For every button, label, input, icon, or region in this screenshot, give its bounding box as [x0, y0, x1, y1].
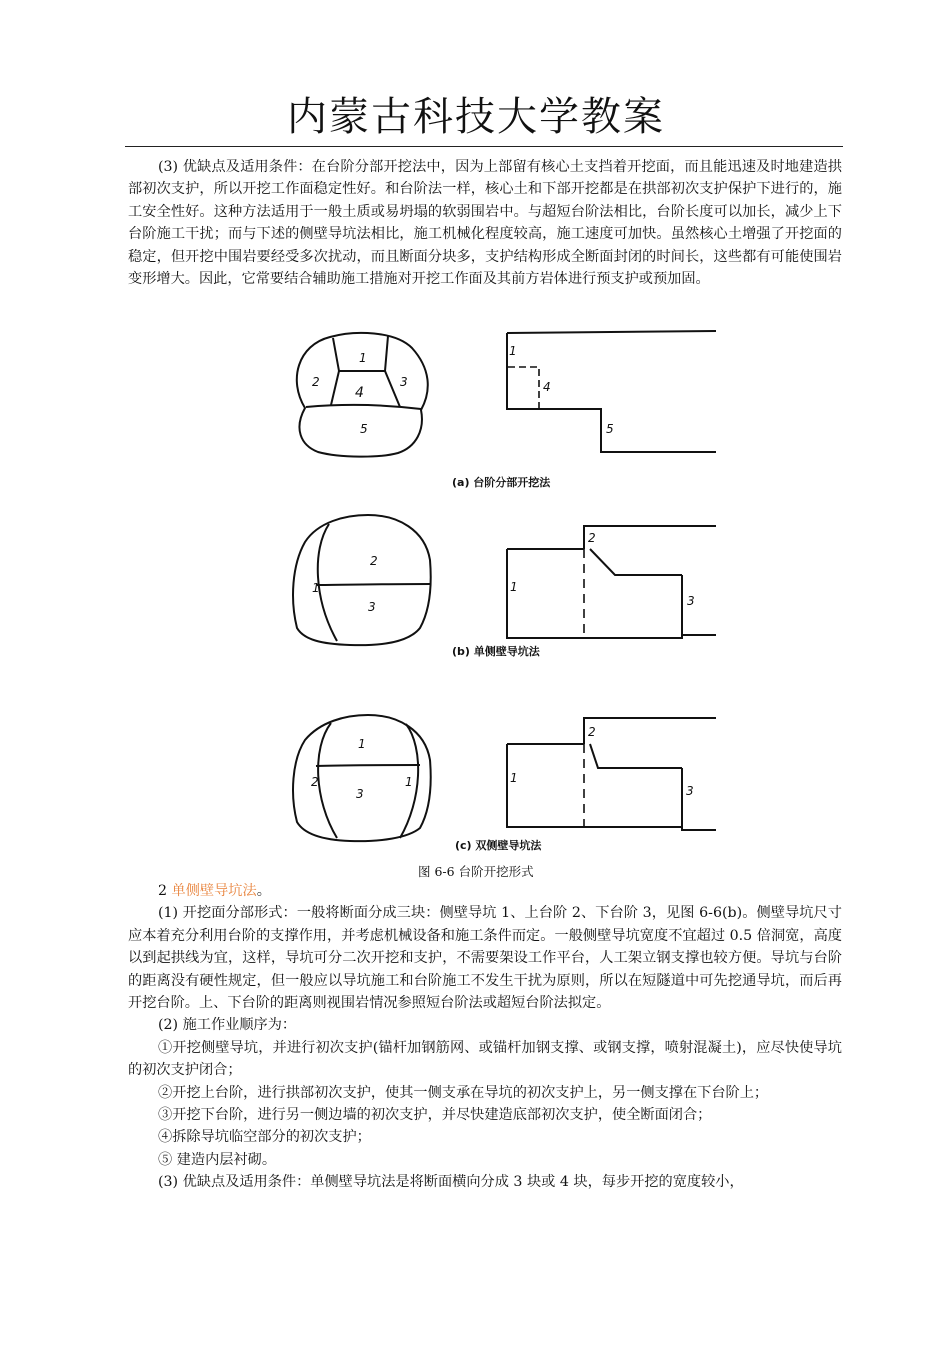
fig-c-profile-label-1: 1 [510, 771, 518, 785]
fig-c-profile-label-2: 2 [588, 725, 596, 739]
fig-b-section-label-2: 2 [370, 554, 378, 568]
fig-a-profile-label-5: 5 [606, 422, 614, 436]
fig-b-profile-label-2: 2 [588, 531, 596, 545]
figure-c-section [293, 715, 431, 841]
fig-c-section-label-3: 3 [356, 787, 364, 801]
section2-paragraph-1: (1) 开挖面分部形式：一般将断面分成三块：侧壁导坑 1、上台阶 2、下台阶 3，见图 6-6(b)。侧壁导坑尺寸应本着充分利用台阶的支撑作用，并考虑机械设备和施工条件而定。一般侧壁导坑宽度不宜超过 0.5 倍洞宽，高度以到起拱线为宜，这样，导坑可分二次开挖和支护，不需要架设工作平台，人工架立钢支撑也较方便。导坑与台阶的距离没有硬性规定，但一般应以导坑施工和台阶施工不发生干扰为原则，所以在短隧道中可先挖通导坑，而后再开挖台阶。上、下台阶的距离则视围岩情况参照短台阶法或超短台阶法拟定。 [128, 905, 842, 1012]
fig-a-section-label-1: 1 [359, 351, 367, 365]
fig-b-profile-label-3: 3 [687, 594, 695, 608]
section2-heading-number: 2 [158, 883, 172, 899]
fig-b-profile-label-1: 1 [510, 580, 518, 594]
fig-c-section-label-1-right: 1 [405, 775, 413, 789]
figure-c-profile [507, 718, 716, 830]
section2-heading [128, 880, 842, 902]
fig-c-section-label-2: 1 [358, 737, 366, 751]
fig-a-section-label-3: 3 [400, 375, 408, 389]
page-title: 内蒙古科技大学教案 [287, 94, 665, 140]
figure-a-caption: (a) 台阶分部开挖法 [452, 476, 551, 489]
paragraph-advantages-step: (3) 优缺点及适用条件：在台阶分部开挖法中，因为上部留有核心土支挡着开挖面，而且能迅速及时地建造拱部初次支护，所以开挖工作面稳定性好。和台阶法一样，核心土和下部开挖都是在拱部初次支护保护下进行的，施工安全性好。这种方法适用于一般土质或易坍塌的软弱围岩中。与超短台阶法相比，台阶长度可以加长，减少上下台阶施工干扰；而与下述的侧壁导坑法相比，施工机械化程度较高，施工速度可加快。虽然核心土增强了开挖面的稳定，但开挖中围岩要经受多次扰动，而且断面分块多，支护结构形成全断面封闭的时间长，这些都有可能使围岩变形增大。因此，它常要结合辅助施工措施对开挖工作面及其前方岩体进行预支护或预加固。 [128, 159, 842, 288]
figure-c-caption: (c) 双侧壁导坑法 [455, 839, 542, 852]
figure-a-section [297, 333, 428, 457]
fig-a-section-label-2: 2 [312, 375, 320, 389]
section2 [128, 880, 842, 1194]
figure-a-profile [507, 331, 716, 452]
fig-a-profile-label-1: 1 [509, 344, 517, 358]
section2-step-1: ①开挖侧壁导坑，并进行初次支护(锚杆加钢筋网、或锚杆加钢支撑、或钢支撑，喷射混凝土)，应尽快使导坑的初次支护闭合； [128, 1039, 842, 1079]
section2-paragraph-2: (2) 施工作业顺序为： [158, 1017, 297, 1034]
section2-step-2: ②开挖上台阶，进行拱部初次支护，使其一侧支承在导坑的初次支护上，另一侧支撑在下台阶上； [158, 1084, 769, 1101]
fig-c-profile-label-3: 3 [686, 784, 694, 798]
section2-heading-end: 。 [256, 883, 271, 899]
fig-a-section-label-5: 5 [360, 422, 368, 436]
figure-b-caption: (b) 单侧壁导坑法 [452, 645, 540, 658]
section2-step-3: ③开挖下台阶，进行另一侧边墙的初次支护，并尽快建造底部初次支护，使全断面闭合； [158, 1107, 712, 1124]
figure-b-profile [507, 526, 716, 638]
fig-c-section-label-1-left: 2 [311, 775, 319, 789]
figure-caption: 图 6-6 台阶开挖形式 [418, 864, 534, 879]
section2-step-5: ⑤ 建造内层衬砌。 [158, 1151, 277, 1168]
figure-b-section [293, 515, 431, 645]
fig-b-section-label-3: 3 [368, 600, 376, 614]
section2-paragraph-3: (3) 优缺点及适用条件：单侧壁导坑法是将断面横向分成 3 块或 4 块，每步开挖的宽度较小， [158, 1174, 744, 1191]
fig-a-profile-label-4: 4 [543, 380, 551, 394]
fig-b-section-label-1: 1 [312, 581, 320, 595]
section2-step-4: ④拆除导坑临空部分的初次支护； [158, 1129, 371, 1146]
section2-heading-text: 单侧壁导坑法 [171, 883, 257, 899]
fig-a-section-label-4: 4 [355, 385, 364, 401]
